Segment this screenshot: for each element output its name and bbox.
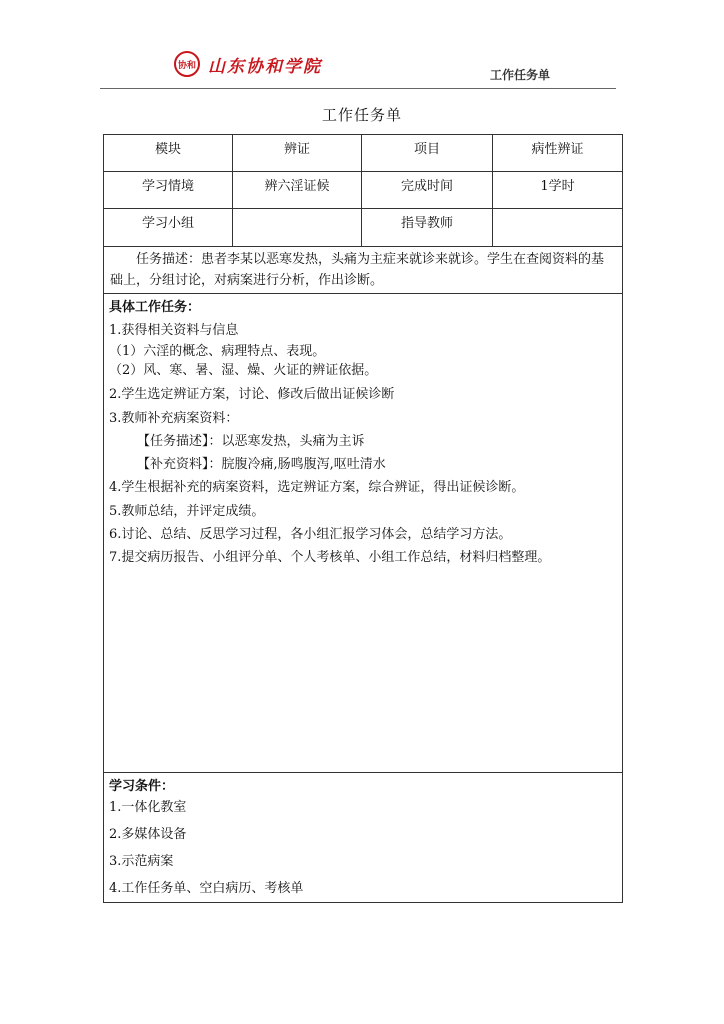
- cell-time-value: 1学时: [493, 172, 623, 209]
- page-header: [100, 46, 616, 89]
- cell-project-value: 病性辨证: [493, 135, 623, 172]
- task-item: 3.教师补充病案资料：: [109, 410, 239, 426]
- task-item: （1）六淫的概念、病理特点、表现。: [109, 344, 326, 360]
- task-item: 【任务描述】：以恶寒发热，头痛为主诉: [137, 433, 365, 449]
- conditions-heading: 学习条件：: [109, 779, 175, 794]
- task-item: 【补充资料】：脘腹冷痛,肠鸣腹泻,呕吐清水: [137, 457, 386, 473]
- cell-context-label: 学习情境: [104, 172, 233, 209]
- condition-item: 2.多媒体设备: [109, 827, 187, 842]
- condition-item: 1.一体化教室: [109, 800, 187, 815]
- task-item: 5.教师总结，并评定成绩。: [109, 503, 265, 519]
- cell-teacher-label: 指导教师: [362, 209, 493, 247]
- cell-teacher-value: [493, 209, 623, 247]
- seal-text: 协和: [177, 60, 196, 71]
- task-item: 2.学生选定辨证方案，讨论、修改后做出证候诊断: [109, 387, 395, 403]
- school-seal-icon: [174, 51, 200, 77]
- table-row-conditions: [104, 773, 623, 903]
- cell-context-value: 辨六淫证候: [233, 172, 362, 209]
- cell-project-label: 项目: [362, 135, 493, 172]
- tasks-heading: 具体工作任务：: [109, 300, 201, 315]
- cell-module-label: 模块: [104, 135, 233, 172]
- table-row-group: [104, 209, 623, 247]
- school-logo: [174, 51, 322, 77]
- cell-module-value: 辨证: [233, 135, 362, 172]
- table-row-module: [104, 135, 623, 172]
- table-row-tasks: [104, 294, 623, 773]
- cell-time-label: 完成时间: [362, 172, 493, 209]
- task-item: （2）风、寒、暑、湿、燥、火证的辨证依据。: [109, 363, 378, 379]
- task-item: 7.提交病历报告、小组评分单、个人考核单、小组工作总结，材料归档整理。: [109, 550, 551, 566]
- condition-item: 3.示范病案: [109, 854, 174, 869]
- task-description: 任务描述：患者李某以恶寒发热，头痛为主症来就诊来就诊。学生在查阅资料的基础上，分组讨论，对病案进行分析，作出诊断。: [104, 247, 623, 294]
- table-row-description: [104, 247, 623, 294]
- task-item: 1.获得相关资料与信息: [109, 323, 239, 338]
- task-item: 6.讨论、总结、反思学习过程，各小组汇报学习体会，总结学习方法。: [109, 527, 512, 543]
- condition-item: 4.工作任务单、空白病历、考核单: [109, 881, 304, 896]
- school-name: 山东协和学院: [208, 56, 322, 77]
- header-doc-label: 工作任务单: [489, 68, 550, 82]
- tasks-section: [104, 294, 623, 773]
- cell-group-label: 学习小组: [104, 209, 233, 247]
- document-title: 工作任务单: [321, 106, 402, 124]
- task-sheet-table: [103, 134, 623, 903]
- table-row-context: [104, 172, 623, 209]
- task-item: 4.学生根据补充的病案资料，选定辨证方案，综合辨证，得出证候诊断。: [109, 480, 525, 496]
- conditions-section: [104, 773, 623, 903]
- cell-group-value: [233, 209, 362, 247]
